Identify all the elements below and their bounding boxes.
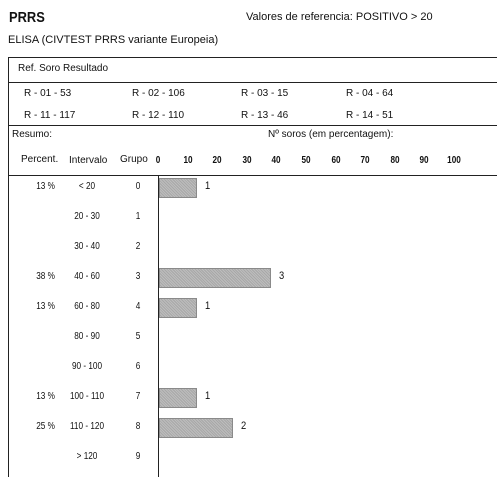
row-interval: 20 - 30 (74, 211, 100, 222)
ref-table-heading: Ref. Soro Resultado (18, 63, 109, 74)
row-group: 6 (135, 361, 141, 372)
bar-count-label: 1 (205, 180, 211, 192)
row-group: 5 (135, 331, 141, 342)
histogram-bar (159, 178, 197, 198)
row-interval: < 20 (78, 181, 96, 192)
bar-count-label: 3 (279, 270, 285, 282)
row-group: 9 (135, 451, 141, 462)
ref-cell: R - 13 - 46 (241, 110, 289, 121)
row-group: 2 (135, 241, 141, 252)
axis-tick-label: 100 (447, 155, 461, 166)
ref-cell: R - 02 - 106 (132, 88, 185, 99)
row-interval: 110 - 120 (69, 421, 105, 432)
test-subtitle: ELISA (CIVTEST PRRS variante Europeia) (8, 34, 219, 46)
row-interval: 60 - 80 (74, 301, 100, 312)
row-group: 0 (135, 181, 141, 192)
row-group: 8 (135, 421, 141, 432)
row-interval: 100 - 110 (69, 391, 105, 402)
bar-count-label: 1 (205, 390, 211, 402)
bar-count-label: 2 (241, 420, 247, 432)
table-left-border (8, 57, 9, 477)
ref-cell: R - 01 - 53 (24, 88, 72, 99)
chart-title: Nº soros (em percentagem): (268, 129, 394, 140)
row-group: 7 (135, 391, 141, 402)
axis-tick-label: 40 (271, 155, 281, 166)
row-percent: 13 % (36, 391, 55, 402)
divider-ref-head (8, 82, 497, 83)
row-percent: 25 % (36, 421, 55, 432)
column-group: Grupo (120, 154, 148, 165)
ref-cell: R - 04 - 64 (346, 88, 394, 99)
axis-tick-label: 10 (183, 155, 193, 166)
ref-cell: R - 12 - 110 (132, 110, 185, 121)
axis-tick-label: 90 (419, 155, 429, 166)
histogram-bar (159, 388, 197, 408)
divider-summary-head (8, 175, 497, 176)
axis-tick-label: 20 (212, 155, 222, 166)
reference-values: Valores de referencia: POSITIVO > 20 (246, 11, 433, 23)
row-interval: > 120 (76, 451, 98, 462)
axis-tick-label: 60 (331, 155, 341, 166)
row-group: 4 (135, 301, 141, 312)
axis-tick-label: 70 (360, 155, 370, 166)
row-percent: 13 % (36, 181, 55, 192)
column-percent: Percent. (21, 154, 59, 165)
axis-tick-label: 0 (155, 155, 161, 166)
histogram-bar (159, 418, 233, 438)
histogram-bar (159, 268, 271, 288)
row-interval: 90 - 100 (71, 361, 103, 372)
summary-label: Resumo: (12, 129, 53, 140)
column-interval: Intervalo (69, 155, 108, 166)
report-title: PRRS (9, 9, 45, 26)
row-percent: 38 % (36, 271, 55, 282)
row-interval: 40 - 60 (74, 271, 100, 282)
axis-tick-label: 80 (390, 155, 400, 166)
ref-cell: R - 11 - 117 (24, 110, 76, 121)
axis-tick-label: 30 (242, 155, 252, 166)
row-group: 1 (135, 211, 141, 222)
row-group: 3 (135, 271, 141, 282)
divider-ref-top (8, 57, 497, 58)
row-percent: 13 % (36, 301, 55, 312)
row-interval: 30 - 40 (74, 241, 100, 252)
ref-cell: R - 14 - 51 (346, 110, 394, 121)
divider-summary-top (8, 125, 497, 126)
axis-tick-label: 50 (301, 155, 311, 166)
ref-cell: R - 03 - 15 (241, 88, 289, 99)
bar-count-label: 1 (205, 300, 211, 312)
histogram-bar (159, 298, 197, 318)
row-interval: 80 - 90 (74, 331, 100, 342)
